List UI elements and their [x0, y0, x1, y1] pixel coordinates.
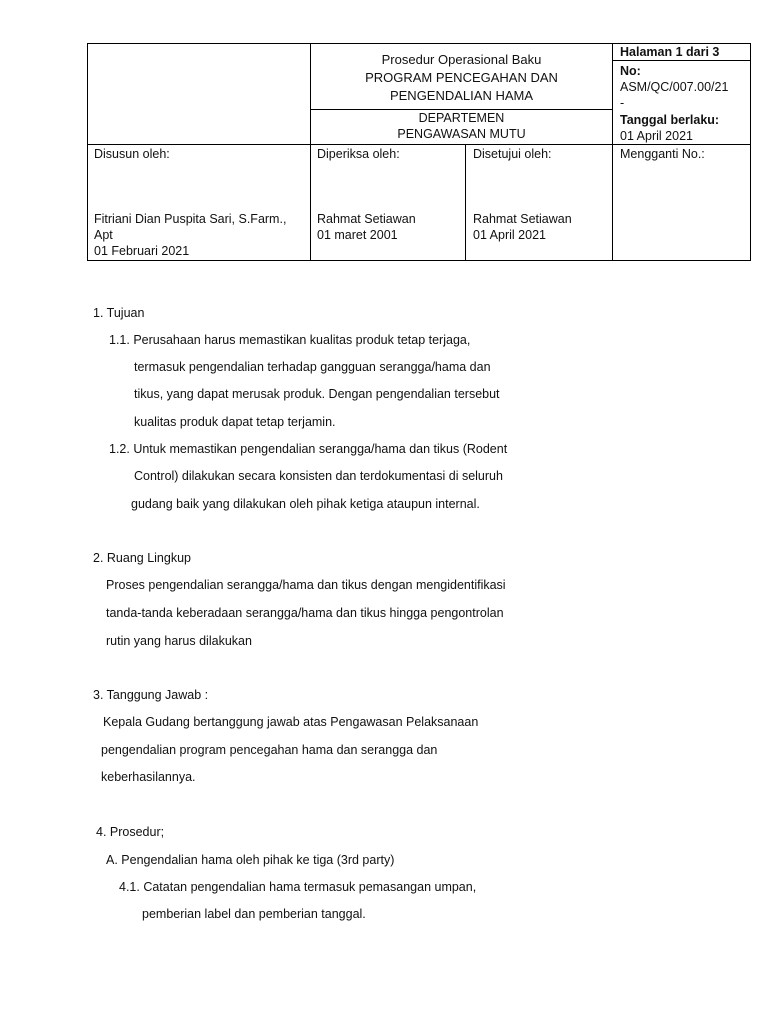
signature-row-divider	[87, 144, 751, 145]
approved-by-name: Rahmat Setiawan	[473, 212, 572, 226]
effective-date: 01 April 2021	[620, 129, 693, 143]
section-4-heading: 4. Prosedur;	[96, 825, 165, 839]
section-3-line2: pengendalian program pencegahan hama dan serangga dan	[101, 743, 438, 757]
signature-divider	[465, 144, 466, 261]
sop-title: Prosedur Operasional Baku	[381, 52, 542, 67]
effective-date-label: Tanggal berlaku:	[620, 113, 720, 127]
section-2-heading: 2. Ruang Lingkup	[93, 551, 191, 565]
doc-number-label: No:	[620, 64, 641, 78]
section-1-heading: 1. Tujuan	[93, 306, 145, 320]
section-4-a: A. Pengendalian hama oleh pihak ke tiga (3rd party)	[106, 853, 395, 867]
prepared-by-name-line1: Fitriani Dian Puspita Sari, S.Farm.,	[94, 212, 287, 226]
doc-number: ASM/QC/007.00/21	[620, 80, 729, 94]
page-info: Halaman 1 dari 3	[620, 45, 720, 59]
section-1-2-line2: Control) dilakukan secara konsisten dan terdokumentasi di seluruh	[134, 469, 503, 483]
prepared-by-label: Disusun oleh:	[94, 147, 170, 161]
approved-date: 01 April 2021	[473, 228, 546, 242]
replaces-label: Mengganti No.:	[620, 147, 705, 161]
checked-date: 01 maret 2001	[317, 228, 398, 242]
section-4-1-line1: 4.1. Catatan pengendalian hama termasuk pemasangan umpan,	[119, 880, 477, 894]
page-info-divider	[612, 60, 751, 61]
prepared-by-name-line2: Apt	[94, 228, 113, 242]
section-1-1-line4: kualitas produk dapat tetap terjamin.	[134, 415, 336, 429]
program-title-line2: PENGENDALIAN HAMA	[389, 88, 534, 103]
section-1-1-line1: 1.1. Perusahaan harus memastikan kualitas produk tetap terjaga,	[109, 333, 471, 347]
section-3-heading: 3. Tanggung Jawab :	[93, 688, 209, 702]
section-2-line3: rutin yang harus dilakukan	[106, 634, 252, 648]
section-3-line1: Kepala Gudang bertanggung jawab atas Pengawasan Pelaksanaan	[103, 715, 479, 729]
section-1-1-line3: tikus, yang dapat merusak produk. Dengan pengendalian tersebut	[134, 387, 500, 401]
section-2-line2: tanda-tanda keberadaan serangga/hama dan tikus hingga pengontrolan	[106, 606, 504, 620]
prepared-date: 01 Februari 2021	[94, 244, 190, 258]
header-divider-right	[612, 43, 613, 261]
program-title-line1: PROGRAM PENCEGAHAN DAN	[365, 70, 558, 85]
checked-by-name: Rahmat Setiawan	[317, 212, 416, 226]
approved-by-label: Disetujui oleh:	[473, 147, 552, 161]
checked-by-label: Diperiksa oleh:	[317, 147, 400, 161]
section-3-line3: keberhasilannya.	[101, 770, 196, 784]
section-4-1-line2: pemberian label dan pemberian tanggal.	[142, 907, 366, 921]
title-dept-divider	[310, 109, 613, 110]
section-1-2-line3: gudang baik yang dilakukan oleh pihak ketiga ataupun internal.	[131, 497, 480, 511]
doc-number-suffix: -	[620, 96, 625, 110]
section-1-1-line2: termasuk pengendalian terhadap gangguan serangga/hama dan	[134, 360, 491, 374]
section-2-line1: Proses pengendalian serangga/hama dan tikus dengan mengidentifikasi	[106, 578, 506, 592]
department-line2: PENGAWASAN MUTU	[397, 127, 526, 141]
logo-cell	[88, 44, 310, 144]
department-line1: DEPARTEMEN	[418, 111, 505, 125]
section-1-2-line1: 1.2. Untuk memastikan pengendalian serangga/hama dan tikus (Rodent	[109, 442, 508, 456]
